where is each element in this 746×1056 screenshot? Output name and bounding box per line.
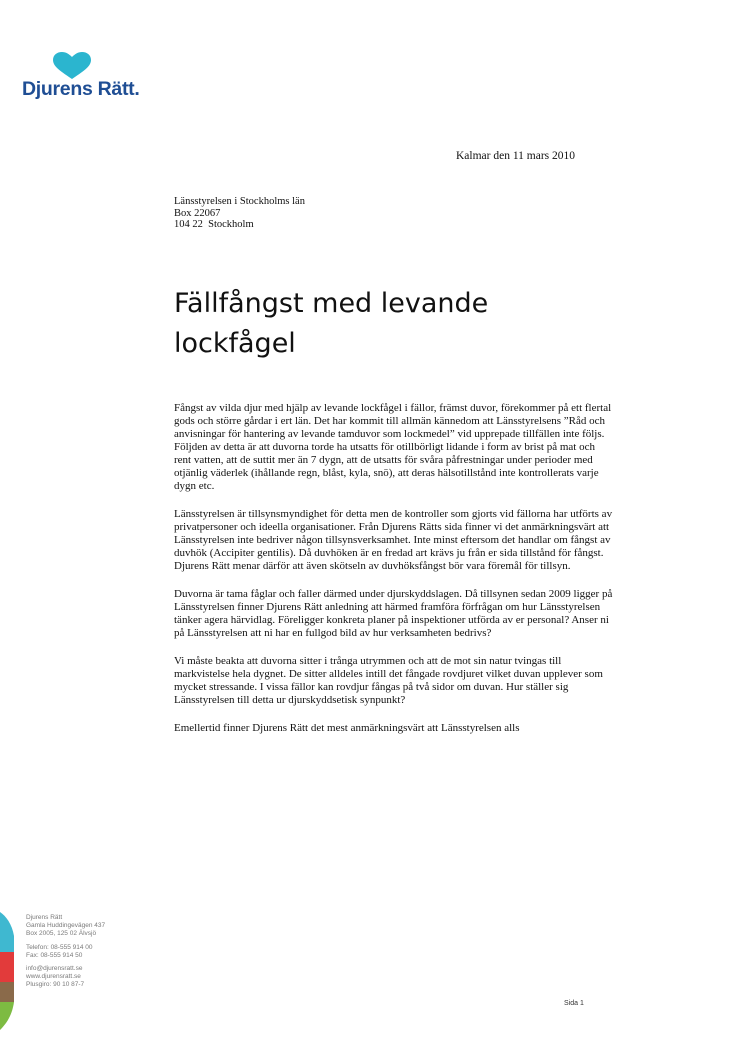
- letter-date: Kalmar den 11 mars 2010: [456, 150, 576, 162]
- body-paragraph: Länsstyrelsen är tillsynsmyndighet för detta men de kontroller som gjorts vid fällorna har utförts av privatpersoner och ideella organisationer. Från Djurens Rätts sida finner vi det anmärkningsvärt att Länsstyrelsen inte bedriver någon tillsynsverksamhet. Inte minst eftersom det handlar om fångst av duvhök (Accipiter gentilis). Då duvhöken är en fredad art krävs ju från er sida tillstånd för fångst. Djurens Rätt menar därför att även skötseln av duvhöksfångst bör vara föremål för tillsyn.: [174, 508, 613, 572]
- footer-org-line: Djurens Rätt: [26, 914, 63, 921]
- body-paragraph: Duvorna är tama fåglar och faller därmed under djurskyddslagen. Då tillsynen sedan 2009 ligger på Länsstyrelsen finner Djurens Rätt anledning att härmed framföra förfrågan om hur Länsstyrelsen tänker agera härvidlag. Föreligger konkreta planer på inspektioner utförda av er personal? Anser ni på Länsstyrelsen att ni har en fullgod bild av hur verksamheten bedrivs?: [174, 588, 613, 639]
- footer-color-strip: [0, 912, 14, 1030]
- footer-plusgiro: Plusgiro: 90 10 87-7: [26, 981, 85, 989]
- footer-website: www.djurensratt.se: [26, 973, 81, 981]
- footer-phone-line: Telefon: 08-555 914 00: [26, 943, 93, 951]
- footer-email: info@djurensratt.se: [26, 965, 83, 973]
- body-paragraph: Vi måste beakta att duvorna sitter i trånga utrymmen och att de mot sin natur tvingas till markvistelse hela dygnet. De sitter alldeles intill det fångade rovdjuret vilket duvan upplever som mycket stressande. I vissa fällor kan rovdjur fångas på två sidor om duvan. Hur ställer sig Länsstyrelsen till detta ur djurskyddsetisk synpunkt?: [174, 655, 603, 706]
- footer-org-line: Box 2005, 125 02 Älvsjö: [26, 930, 97, 938]
- djurens-ratt-logo: [22, 52, 152, 106]
- logo-wordmark: Djurens Rätt.: [22, 78, 140, 100]
- footer-phone-line: Fax: 08-555 914 50: [26, 951, 83, 959]
- recipient-line: 104 22 Stockholm: [174, 219, 254, 230]
- recipient-line: Länsstyrelsen i Stockholms län: [174, 196, 305, 207]
- recipient-address: [174, 196, 305, 231]
- footer-org-line: Gamla Huddingevägen 437: [26, 922, 106, 930]
- recipient-line: Box 22067: [174, 207, 221, 219]
- footer-contact: [26, 914, 105, 995]
- body-paragraph: Fångst av vilda djur med hjälp av levande lockfågel i fällor, främst duvor, förekommer på ett flertal gods och större gårdar i ert län. Det har kommit till allmän kännedom att Länsstyrelsens ”Råd och anvisningar för hantering av levande tamduvor som lockmedel” vid upprepade tillfällen inte följs. Följden av detta är att duvorna torde ha utsatts för otillbörligt lidande i form av brist på mat och rent vatten, att de suttit mer än 7 dygn, att de utsatts för svåra påfrestningar under perioder med otjänlig väderlek (ihållande regn, blåst, kyla, snö), att deras hälsotillstånd inte kontrollerats varje dygn etc.: [174, 402, 612, 492]
- letter-body: [174, 402, 614, 750]
- page-number: Sida 1: [564, 1000, 584, 1007]
- body-paragraph: Emellertid finner Djurens Rätt det mest anmärkningsvärt att Länsstyrelsen alls: [174, 722, 520, 734]
- heart-logo-icon: [52, 52, 92, 80]
- letter-title: Fällfångst med levande lockfågel: [174, 288, 489, 359]
